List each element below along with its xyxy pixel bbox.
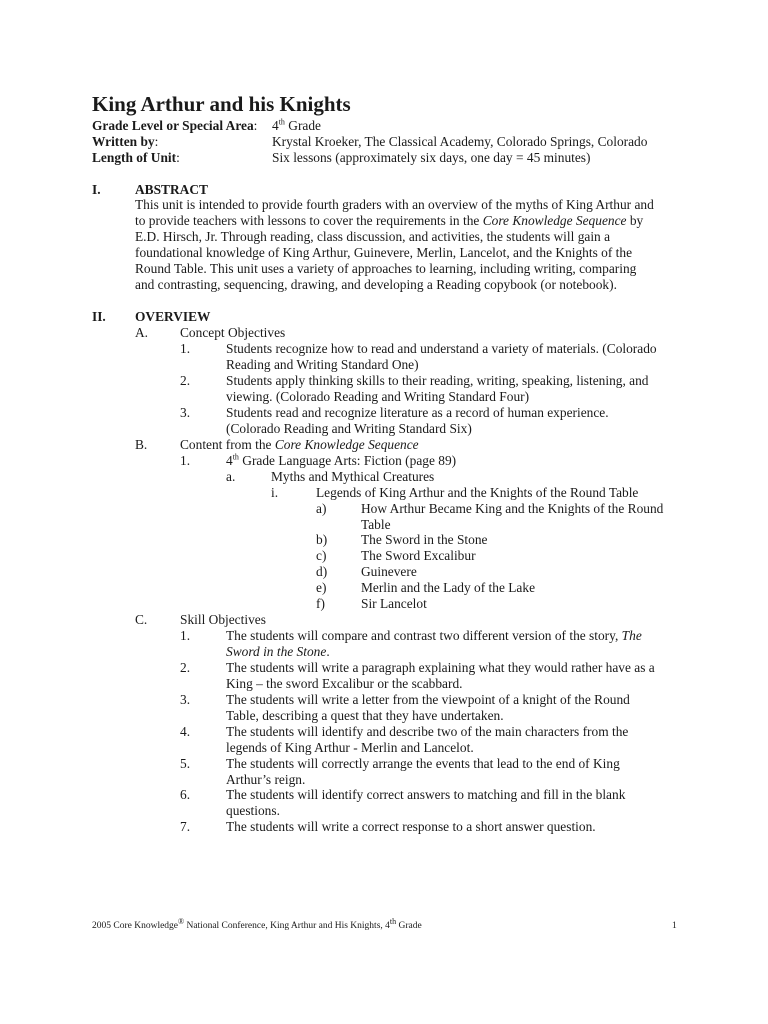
meta-value-length: Six lessons (approximately six days, one day = 45 minutes)	[272, 150, 591, 165]
subsection-letter: B.	[135, 437, 148, 452]
abstract-line: foundational knowledge of King Arthur, Guinevere, Merlin, Lancelot, and the Knights of the	[135, 245, 633, 260]
abstract-line: and contrasting, sequencing, drawing, and developing a Reading copybook (or notebook).	[135, 277, 617, 292]
list-item-text: Myths and Mythical Creatures	[271, 469, 435, 484]
list-number: 1.	[180, 628, 191, 643]
list-item-text: Table, describing a quest that they have undertaken.	[226, 708, 504, 723]
list-roman: i.	[271, 485, 279, 500]
list-item-text: Students read and recognize literature as a record of human experience.	[226, 405, 609, 420]
legend-letter: b)	[316, 532, 328, 547]
list-number: 7.	[180, 819, 191, 834]
list-item-text: King – the sword Excalibur or the scabbard.	[226, 676, 463, 691]
section-number: I.	[92, 182, 101, 197]
list-number: 5.	[180, 756, 191, 771]
subsection-title-skill: Skill Objectives	[180, 612, 266, 627]
legend-text: Merlin and the Lady of the Lake	[361, 580, 536, 595]
list-number: 4.	[180, 724, 191, 739]
list-item-text: 4th Grade Language Arts: Fiction (page 89)	[226, 452, 457, 468]
subsection-title-content: Content from the Core Knowledge Sequence	[180, 437, 419, 452]
abstract-line: This unit is intended to provide fourth graders with an overview of the myths of King Arthur and	[135, 197, 654, 212]
list-item-text: Arthur’s reign.	[226, 772, 306, 787]
meta-label-length: Length of Unit:	[92, 150, 180, 165]
legend-text: The Sword in the Stone	[361, 532, 488, 547]
legend-text: The Sword Excalibur	[361, 548, 476, 563]
list-number: 3.	[180, 405, 191, 420]
subsection-letter: C.	[135, 612, 148, 627]
page-footer: 2005 Core Knowledge® National Conference, King Arthur and His Knights, 4th Grade	[92, 916, 422, 931]
list-item-text: Legends of King Arthur and the Knights of the Round Table	[316, 485, 639, 500]
list-item-text: (Colorado Reading and Writing Standard Six)	[226, 421, 472, 436]
list-item-text: Reading and Writing Standard One)	[226, 357, 419, 372]
list-number: 6.	[180, 787, 191, 802]
list-item-text: The students will identify correct answers to matching and fill in the blank	[226, 787, 626, 802]
abstract-line: E.D. Hirsch, Jr. Through reading, class discussion, and activities, the students will gain a	[135, 229, 611, 244]
legend-text: How Arthur Became King and the Knights of the Round	[361, 501, 664, 516]
meta-value-grade: 4th Grade	[272, 117, 321, 133]
list-item-text: Students apply thinking skills to their reading, writing, speaking, listening, and	[226, 373, 649, 388]
list-item-text: Sword in the Stone.	[226, 644, 330, 659]
legend-letter: e)	[316, 580, 327, 595]
list-item-text: The students will compare and contrast two different version of the story, The	[226, 628, 642, 643]
section-number: II.	[92, 309, 106, 324]
legend-letter: c)	[316, 548, 327, 563]
list-number: 3.	[180, 692, 191, 707]
list-item-text: legends of King Arthur - Merlin and Lancelot.	[226, 740, 474, 755]
abstract-line: Round Table. This unit uses a variety of approaches to learning, including writing, comparing	[135, 261, 637, 276]
list-item-text: The students will identify and describe two of the main characters from the	[226, 724, 629, 739]
legend-letter: d)	[316, 564, 328, 579]
subsection-title-concept: Concept Objectives	[180, 325, 286, 340]
legend-text: Sir Lancelot	[361, 596, 427, 611]
meta-value-author: Krystal Kroeker, The Classical Academy, Colorado Springs, Colorado	[272, 134, 648, 149]
section-heading-overview: OVERVIEW	[135, 309, 211, 324]
list-number: 2.	[180, 660, 191, 675]
list-item-text: questions.	[226, 803, 280, 818]
subsection-letter: A.	[135, 325, 149, 340]
legend-letter: f)	[316, 596, 325, 611]
page-number: 1	[672, 921, 677, 931]
list-number: 1.	[180, 341, 191, 356]
list-item-text: Students recognize how to read and understand a variety of materials. (Colorado	[226, 341, 657, 356]
list-item-text: viewing. (Colorado Reading and Writing Standard Four)	[226, 389, 530, 404]
meta-label-author: Written by:	[92, 134, 159, 149]
list-item-text: The students will write a correct response to a short answer question.	[226, 819, 596, 834]
list-number: 1.	[180, 453, 191, 468]
meta-label-grade: Grade Level or Special Area:	[92, 118, 258, 133]
abstract-line: to provide teachers with lessons to cover the requirements in the Core Knowledge Sequence by	[135, 213, 644, 228]
list-number: 2.	[180, 373, 191, 388]
legend-text: Guinevere	[361, 564, 417, 579]
legend-text: Table	[361, 517, 391, 532]
section-heading-abstract: ABSTRACT	[135, 182, 208, 197]
list-item-text: The students will write a paragraph explaining what they would rather have as a	[226, 660, 655, 675]
list-item-text: The students will correctly arrange the events that lead to the end of King	[226, 756, 620, 771]
legend-letter: a)	[316, 501, 327, 516]
page-title: King Arthur and his Knights	[92, 92, 351, 116]
list-letter: a.	[226, 469, 236, 484]
list-item-text: The students will write a letter from the viewpoint of a knight of the Round	[226, 692, 630, 707]
